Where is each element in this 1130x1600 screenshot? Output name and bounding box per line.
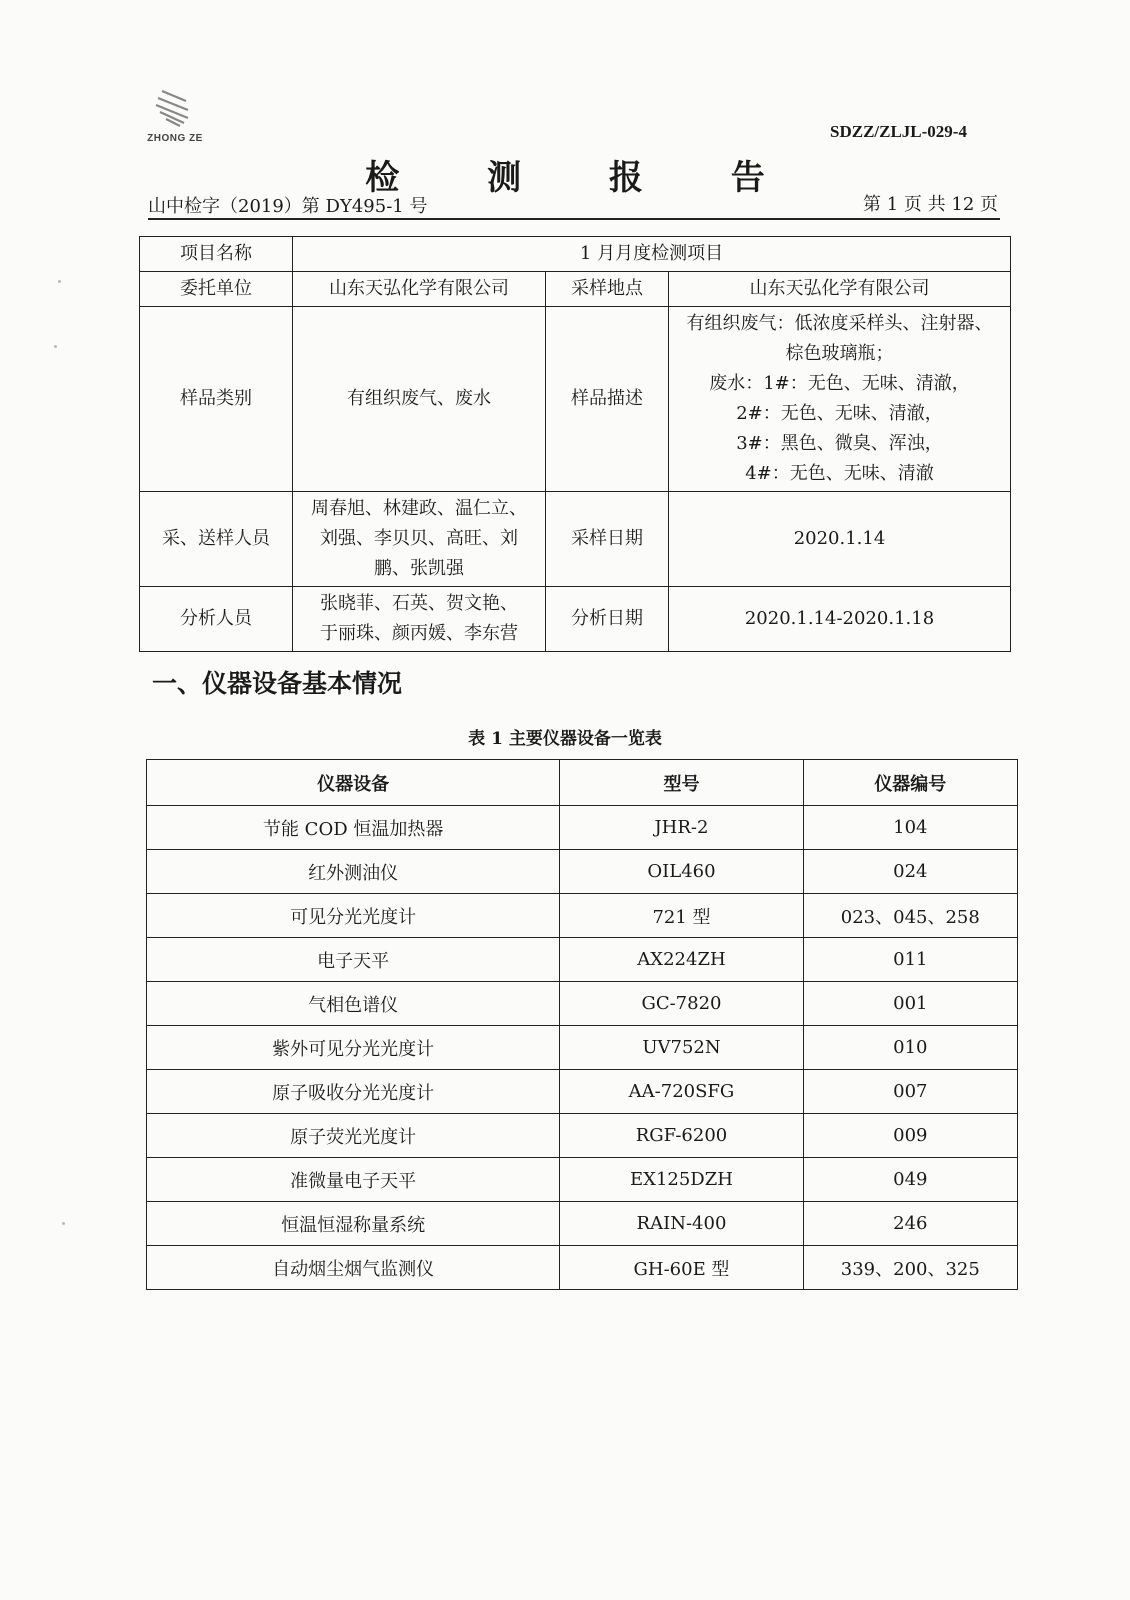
equipment-model: GC-7820 bbox=[560, 982, 803, 1026]
sampler-line: 刘强、李贝贝、高旺、刘 bbox=[320, 528, 518, 549]
client-value: 山东天弘化学有限公司 bbox=[293, 272, 546, 307]
section-heading: 一、仪器设备基本情况 bbox=[152, 669, 403, 698]
report-headline bbox=[148, 190, 1000, 220]
analyst-names bbox=[293, 587, 546, 652]
site-label: 采样地点 bbox=[546, 272, 669, 307]
scan-speck bbox=[62, 1222, 65, 1225]
category-row bbox=[140, 307, 1011, 492]
table-row bbox=[147, 982, 1018, 1026]
site-value: 山东天弘化学有限公司 bbox=[669, 272, 1011, 307]
desc-label: 样品描述 bbox=[546, 307, 669, 492]
equipment-model: AX224ZH bbox=[560, 938, 803, 982]
table-row bbox=[147, 1070, 1018, 1114]
desc-line: 4#：无色、无味、清澈 bbox=[745, 463, 934, 484]
equipment-serial: 339、200、325 bbox=[803, 1246, 1017, 1290]
analyst-row bbox=[140, 587, 1011, 652]
table-row bbox=[147, 1246, 1018, 1290]
table-row bbox=[147, 1202, 1018, 1246]
client-row bbox=[140, 272, 1011, 307]
report-number: 山中检字（2019）第 DY495-1 号 bbox=[148, 196, 428, 217]
client-label: 委托单位 bbox=[140, 272, 293, 307]
equipment-model: 721 型 bbox=[560, 894, 803, 938]
table-row bbox=[147, 938, 1018, 982]
header-equipment: 仪器设备 bbox=[147, 760, 560, 806]
equipment-name: 电子天平 bbox=[147, 938, 560, 982]
desc-line: 棕色玻璃瓶； bbox=[785, 343, 894, 364]
table-caption: 表 1 主要仪器设备一览表 bbox=[468, 729, 662, 749]
equipment-serial: 011 bbox=[803, 938, 1017, 982]
equipment-model: JHR-2 bbox=[560, 806, 803, 850]
sampler-label: 采、送样人员 bbox=[140, 492, 293, 587]
sample-description bbox=[669, 307, 1011, 492]
equipment-model: UV752N bbox=[560, 1026, 803, 1070]
report-info-table bbox=[139, 236, 1011, 652]
equipment-name: 自动烟尘烟气监测仪 bbox=[147, 1246, 560, 1290]
equipment-model: RAIN-400 bbox=[560, 1202, 803, 1246]
header-serial: 仪器编号 bbox=[803, 760, 1017, 806]
equipment-name: 恒温恒湿称量系统 bbox=[147, 1202, 560, 1246]
table-row bbox=[147, 894, 1018, 938]
analyst-label: 分析人员 bbox=[140, 587, 293, 652]
page-title: 检 测 报 告 bbox=[365, 158, 803, 198]
logo-text: ZHONG ZE bbox=[147, 133, 203, 144]
sampler-row bbox=[140, 492, 1011, 587]
table-row bbox=[147, 1114, 1018, 1158]
equipment-serial: 104 bbox=[803, 806, 1017, 850]
table-row bbox=[147, 806, 1018, 850]
equipment-serial: 246 bbox=[803, 1202, 1017, 1246]
company-logo bbox=[140, 85, 210, 147]
equipment-serial: 010 bbox=[803, 1026, 1017, 1070]
desc-line: 3#：黑色、微臭、浑浊， bbox=[736, 433, 943, 454]
analyst-line: 张晓菲、石英、贺文艳、 bbox=[320, 593, 518, 614]
equipment-model: OIL460 bbox=[560, 850, 803, 894]
table-row bbox=[147, 850, 1018, 894]
desc-line: 2#：无色、无味、清澈， bbox=[736, 403, 943, 424]
equipment-name: 气相色谱仪 bbox=[147, 982, 560, 1026]
equipment-name: 准微量电子天平 bbox=[147, 1158, 560, 1202]
equipment-serial: 049 bbox=[803, 1158, 1017, 1202]
equipment-name: 红外测油仪 bbox=[147, 850, 560, 894]
equipment-model: AA-720SFG bbox=[560, 1070, 803, 1114]
scan-speck bbox=[58, 280, 61, 283]
header-model: 型号 bbox=[560, 760, 803, 806]
project-label: 项目名称 bbox=[140, 237, 293, 272]
equipment-name: 可见分光光度计 bbox=[147, 894, 560, 938]
equipment-serial: 001 bbox=[803, 982, 1017, 1026]
sampler-line: 鹏、张凯强 bbox=[374, 558, 464, 579]
zhongze-logo-icon bbox=[140, 85, 210, 131]
analysis-date-value: 2020.1.14-2020.1.18 bbox=[669, 587, 1011, 652]
equipment-name: 原子吸收分光光度计 bbox=[147, 1070, 560, 1114]
equipment-name: 节能 COD 恒温加热器 bbox=[147, 806, 560, 850]
project-value: 1 月月度检测项目 bbox=[293, 237, 1011, 272]
equipment-model: GH-60E 型 bbox=[560, 1246, 803, 1290]
category-value: 有组织废气、废水 bbox=[293, 307, 546, 492]
equipment-serial: 023、045、258 bbox=[803, 894, 1017, 938]
desc-line: 废水：1#：无色、无味、清澈， bbox=[709, 373, 970, 394]
document-code: SDZZ/ZLJL-029-4 bbox=[830, 122, 967, 141]
sample-date-value: 2020.1.14 bbox=[669, 492, 1011, 587]
equipment-header-row bbox=[147, 760, 1018, 806]
equipment-name: 原子荧光光度计 bbox=[147, 1114, 560, 1158]
sampler-names bbox=[293, 492, 546, 587]
analysis-date-label: 分析日期 bbox=[546, 587, 669, 652]
table-row bbox=[147, 1026, 1018, 1070]
equipment-table bbox=[146, 759, 1018, 1290]
sample-date-label: 采样日期 bbox=[546, 492, 669, 587]
equipment-model: RGF-6200 bbox=[560, 1114, 803, 1158]
category-label: 样品类别 bbox=[140, 307, 293, 492]
scan-speck bbox=[54, 345, 57, 348]
project-row bbox=[140, 237, 1011, 272]
equipment-serial: 007 bbox=[803, 1070, 1017, 1114]
equipment-serial: 009 bbox=[803, 1114, 1017, 1158]
table-row bbox=[147, 1158, 1018, 1202]
equipment-serial: 024 bbox=[803, 850, 1017, 894]
equipment-name: 紫外可见分光光度计 bbox=[147, 1026, 560, 1070]
equipment-model: EX125DZH bbox=[560, 1158, 803, 1202]
desc-line: 有组织废气：低浓度采样头、注射器、 bbox=[686, 313, 993, 334]
sampler-line: 周春旭、林建政、温仁立、 bbox=[311, 498, 527, 519]
analyst-line: 于丽珠、颜丙媛、李东营 bbox=[320, 623, 518, 644]
page-number: 第 1 页 共 12 页 bbox=[863, 194, 998, 215]
